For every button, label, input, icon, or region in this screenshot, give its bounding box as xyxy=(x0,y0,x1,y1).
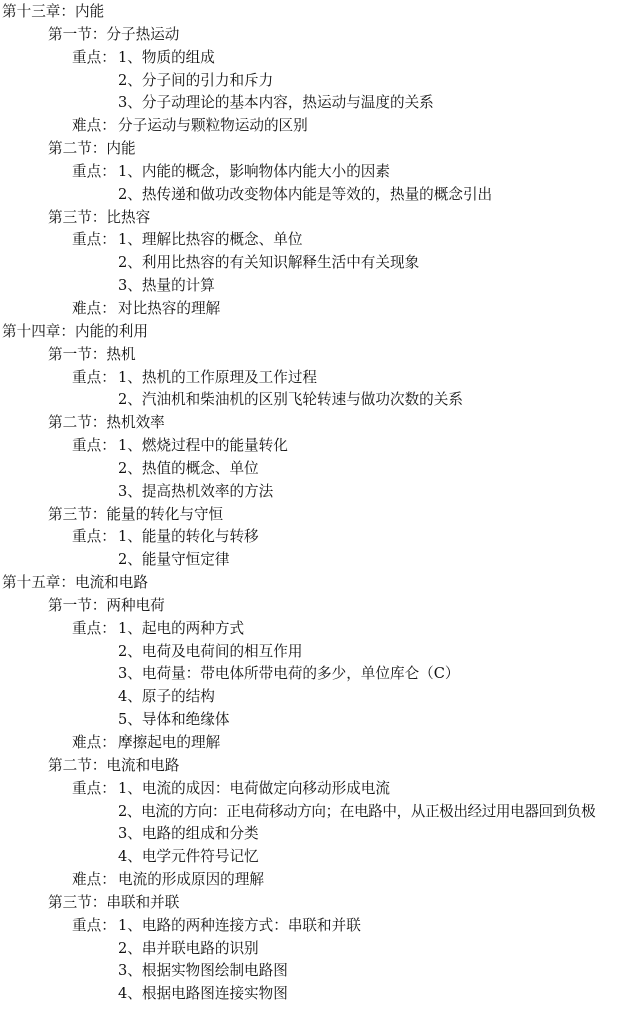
outline-text: 2、能量守恒定律 xyxy=(118,551,230,569)
outline-text: 第二节：热机效率 xyxy=(48,414,165,432)
outline-point xyxy=(0,526,640,549)
outline-text: 3、分子动理论的基本内容，热运动与温度的关系 xyxy=(118,94,434,112)
outline-text: 第三节：能量的转化与守恒 xyxy=(48,505,224,523)
outline-text: 2、利用比热容的有关知识解释生活中有关现象 xyxy=(118,254,420,272)
outline-text: 1、物质的组成 xyxy=(118,48,215,66)
outline-difficulty xyxy=(0,298,640,321)
key-point-label: 重点： xyxy=(72,779,116,797)
outline-text: 1、起电的两种方式 xyxy=(118,619,245,637)
outline-text: 第十五章：电流和电路 xyxy=(2,574,148,592)
outline-section xyxy=(0,24,640,47)
outline-item xyxy=(0,686,640,709)
outline-section xyxy=(0,344,640,367)
outline-text: 第十四章：内能的利用 xyxy=(2,322,148,340)
outline-text: 1、热机的工作原理及工作过程 xyxy=(118,368,318,386)
outline-item xyxy=(0,549,640,572)
outline-point xyxy=(0,367,640,390)
outline-item xyxy=(0,481,640,504)
outline-section xyxy=(0,412,640,435)
outline-chapter xyxy=(0,1,640,24)
outline-text: 第三节：比热容 xyxy=(48,208,151,226)
outline-text: 2、串并联电路的识别 xyxy=(118,939,259,957)
outline-point xyxy=(0,435,640,458)
outline-difficulty xyxy=(0,115,640,138)
outline-chapter xyxy=(0,572,640,595)
outline-text: 第三节：串联和并联 xyxy=(48,893,180,911)
outline-text: 1、内能的概念，影响物体内能大小的因素 xyxy=(118,162,390,180)
outline-point xyxy=(0,915,640,938)
outline-text: 3、提高热机效率的方法 xyxy=(118,482,274,500)
outline-text: 1、电流的成因：电荷做定向移动形成电流 xyxy=(118,779,390,797)
outline-text: 4、电学元件符号记忆 xyxy=(118,848,259,866)
outline-item xyxy=(0,70,640,93)
key-point-label: 重点： xyxy=(72,368,116,386)
outline-item xyxy=(0,252,640,275)
outline-item xyxy=(0,960,640,983)
outline-text: 第十三章：内能 xyxy=(2,3,105,20)
key-point-label: 重点： xyxy=(72,48,116,66)
key-point-label: 重点： xyxy=(72,619,116,637)
outline-text: 3、电荷量：带电体所带电荷的多少，单位库仑（C） xyxy=(118,665,460,683)
outline-text: 电流的形成原因的理解 xyxy=(118,871,264,889)
outline-item xyxy=(0,823,640,846)
outline-text: 对比热容的理解 xyxy=(118,299,221,317)
outline-text: 2、热传递和做功改变物体内能是等效的，热量的概念引出 xyxy=(118,185,493,203)
key-point-label: 重点： xyxy=(72,916,116,934)
outline-section xyxy=(0,755,640,778)
outline-text: 3、热量的计算 xyxy=(118,277,215,295)
outline-text: 4、原子的结构 xyxy=(118,688,215,706)
outline-text: 分子运动与颗粒物运动的区别 xyxy=(118,117,308,135)
outline-text: 2、电流的方向：正电荷移动方向；在电路中，从正极出经过用电器回到负极 xyxy=(118,802,596,820)
outline-text: 第一节：两种电荷 xyxy=(48,596,165,614)
outline-item xyxy=(0,275,640,298)
difficulty-label: 难点： xyxy=(72,299,116,317)
outline-chapter xyxy=(0,321,640,344)
outline-item xyxy=(0,458,640,481)
outline-point xyxy=(0,47,640,70)
outline-item xyxy=(0,801,640,824)
outline-item xyxy=(0,709,640,732)
outline-section xyxy=(0,138,640,161)
outline-text: 1、理解比热容的概念、单位 xyxy=(118,231,303,249)
difficulty-label: 难点： xyxy=(72,117,116,135)
key-point-label: 重点： xyxy=(72,437,116,455)
outline-text: 2、汽油机和柴油机的区别飞轮转速与做功次数的关系 xyxy=(118,391,463,409)
outline-section xyxy=(0,595,640,618)
outline-text: 2、分子间的引力和斥力 xyxy=(118,71,274,89)
key-point-label: 重点： xyxy=(72,231,116,249)
difficulty-label: 难点： xyxy=(72,871,116,889)
outline-item xyxy=(0,184,640,207)
outline-text: 摩擦起电的理解 xyxy=(118,734,221,751)
outline-text: 2、电荷及电荷间的相互作用 xyxy=(118,642,303,660)
outline-text: 3、根据实物图绘制电路图 xyxy=(118,962,288,980)
outline-section xyxy=(0,892,640,915)
outline-point xyxy=(0,778,640,801)
outline-text: 2、热值的概念、单位 xyxy=(118,459,259,477)
outline-text: 1、电路的两种连接方式：串联和并联 xyxy=(118,916,361,934)
outline-point xyxy=(0,229,640,252)
outline-text: 第二节：内能 xyxy=(48,140,136,158)
outline-text: 5、导体和绝缘体 xyxy=(118,711,230,729)
outline-item xyxy=(0,92,640,115)
outline-section xyxy=(0,207,640,230)
outline-text: 4、根据电路图连接实物图 xyxy=(118,985,288,1003)
outline-item xyxy=(0,389,640,412)
outline-difficulty xyxy=(0,732,640,755)
key-point-label: 重点： xyxy=(72,162,116,180)
outline-item xyxy=(0,983,640,1006)
outline-point xyxy=(0,161,640,184)
outline-text: 3、电路的组成和分类 xyxy=(118,825,259,843)
outline-item xyxy=(0,938,640,961)
outline-text: 第一节：分子热运动 xyxy=(48,25,180,43)
outline-section xyxy=(0,504,640,527)
key-point-label: 重点： xyxy=(72,528,116,546)
outline-text: 1、能量的转化与转移 xyxy=(118,528,259,546)
outline-item xyxy=(0,641,640,664)
outline-item xyxy=(0,663,640,686)
outline-item xyxy=(0,846,640,869)
outline-text: 1、燃烧过程中的能量转化 xyxy=(118,437,288,455)
difficulty-label: 难点： xyxy=(72,734,116,751)
outline-point xyxy=(0,618,640,641)
outline-text: 第二节：电流和电路 xyxy=(48,756,180,774)
outline-difficulty xyxy=(0,869,640,892)
outline-text: 第一节：热机 xyxy=(48,345,136,363)
